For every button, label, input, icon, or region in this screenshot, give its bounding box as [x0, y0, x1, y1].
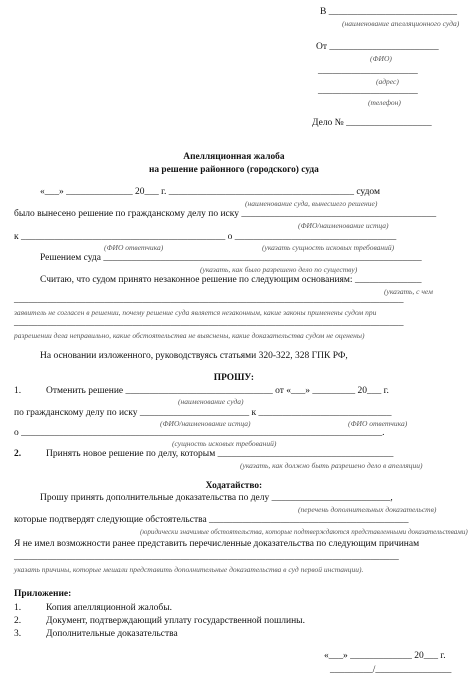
motion-reasons-line: Я не имел возможности ранее представить перечисленные доказательства по следующим причинам	[14, 539, 420, 549]
request-subject-line: о ____________________________________________________________________________.	[14, 428, 385, 438]
appendix-item-3: Дополнительные доказательства	[46, 629, 178, 639]
circumstances-hint: (юридически значимые обстоятельства, которые подтверждаются представленными доказательствами)	[140, 527, 468, 536]
claims-hint-2: (сущность исковых требований)	[172, 439, 277, 448]
plaintiff-hint: (ФИО/наименование истца)	[298, 221, 389, 230]
address-hint: (адрес)	[376, 77, 399, 86]
evidence-hint: (перечень дополнительных доказательств)	[298, 505, 437, 514]
signature-date: «___» _____________ 20___ г.	[324, 651, 446, 661]
grounds-blank-1: __________________________________________________________________________________	[14, 295, 404, 305]
appendix-item-2: Документ, подтверждающий уплату государственной пошлины.	[46, 616, 305, 626]
decision-hint: (указать, как было разрешено дело по существу)	[200, 265, 358, 274]
motion-heading: Ходатайство:	[205, 481, 263, 491]
to-court-line: В ___________________________	[320, 7, 457, 17]
grounds-line: Считаю, что судом принято незаконное решение по следующим основаниям: ______________	[40, 275, 422, 285]
document-title: Апелляционная жалоба	[183, 152, 285, 162]
legal-basis: На основании изложенного, руководствуясь статьями 320-322, 328 ГПК РФ,	[40, 351, 348, 361]
grounds-hint-2: заявитель не согласен в решении, почему решение суда является незаконным, какие законы применены судом при	[14, 308, 377, 317]
motion-evidence-line: Прошу принять дополнительные доказательства по делу _________________________,	[40, 493, 393, 503]
request-item-2: Принять новое решение по делу, которым _____________________________________	[46, 449, 394, 459]
address-line: _____________________	[318, 66, 418, 76]
appendix-number-2: 2.	[14, 616, 22, 626]
court-name-hint: (наименование суда, вынесшего решение)	[245, 199, 378, 208]
appendix-heading: Приложение:	[14, 589, 72, 599]
new-decision-hint: (указать, как должно быть разрешено дело в апелляции)	[240, 461, 423, 470]
decision-date-line: «___» ______________ 20___ г. _______________________________________ судом	[40, 187, 380, 197]
appendix-number-1: 1.	[14, 603, 22, 613]
court-name-hint-2: (наименование суда)	[178, 397, 244, 406]
request-item-1: Отменить решение _______________________________ от «___» _________ 20___ г.	[46, 386, 389, 396]
request-heading: ПРОШУ:	[213, 373, 255, 383]
motion-reasons-blank: _________________________________________________________________________________	[14, 552, 399, 562]
from-line: От _______________________	[316, 42, 439, 52]
case-number: Дело № __________________	[312, 118, 432, 128]
defendant-hint: (ФИО ответчика)	[104, 243, 164, 252]
defendant-line: к ___________________________________________ о __________________________________	[14, 232, 397, 242]
request-case-line: по гражданскому делу по иску _______________________ к ____________________________	[14, 408, 392, 418]
document-subtitle: на решение районного (городского) суда	[148, 165, 319, 175]
court-hint: (наименование апелляционного суда)	[342, 19, 460, 28]
motion-circumstances-line: которые подтвердят следующие обстоятельства __________________________________________	[14, 515, 409, 525]
fio-hint: (ФИО)	[370, 54, 392, 63]
plaintiff-hint-2: (ФИО/наименование истца)	[160, 419, 251, 428]
reasons-hint: указать причины, которые мешали представить дополнительные доказательства в суд первой инстанции).	[14, 565, 364, 574]
phone-hint: (телефон)	[368, 98, 401, 107]
grounds-hint-3: разрешении дела неправильно, какие обстоятельства не выяснены, какие доказательства судом не оценены)	[14, 331, 365, 340]
grounds-hint: (указать, с чем	[384, 287, 433, 296]
court-decision-line: Решением суда ___________________________________________________________________	[40, 253, 422, 263]
lawsuit-line: было вынесено решение по гражданскому делу по иску _________________________________________	[14, 209, 437, 219]
claims-hint: (указать сущность исковых требований)	[262, 243, 395, 252]
phone-line: _____________________	[318, 86, 418, 96]
appendix-number-3: 3.	[14, 629, 22, 639]
appendix-item-1: Копия апелляционной жалобы.	[46, 603, 173, 613]
item-number-1: 1.	[14, 386, 22, 396]
grounds-blank-2: __________________________________________________________________________________	[14, 318, 404, 328]
defendant-hint-2: (ФИО ответчика)	[348, 419, 408, 428]
item-number-2: 2.	[14, 449, 22, 459]
signature-line: _________/________________	[330, 665, 452, 675]
